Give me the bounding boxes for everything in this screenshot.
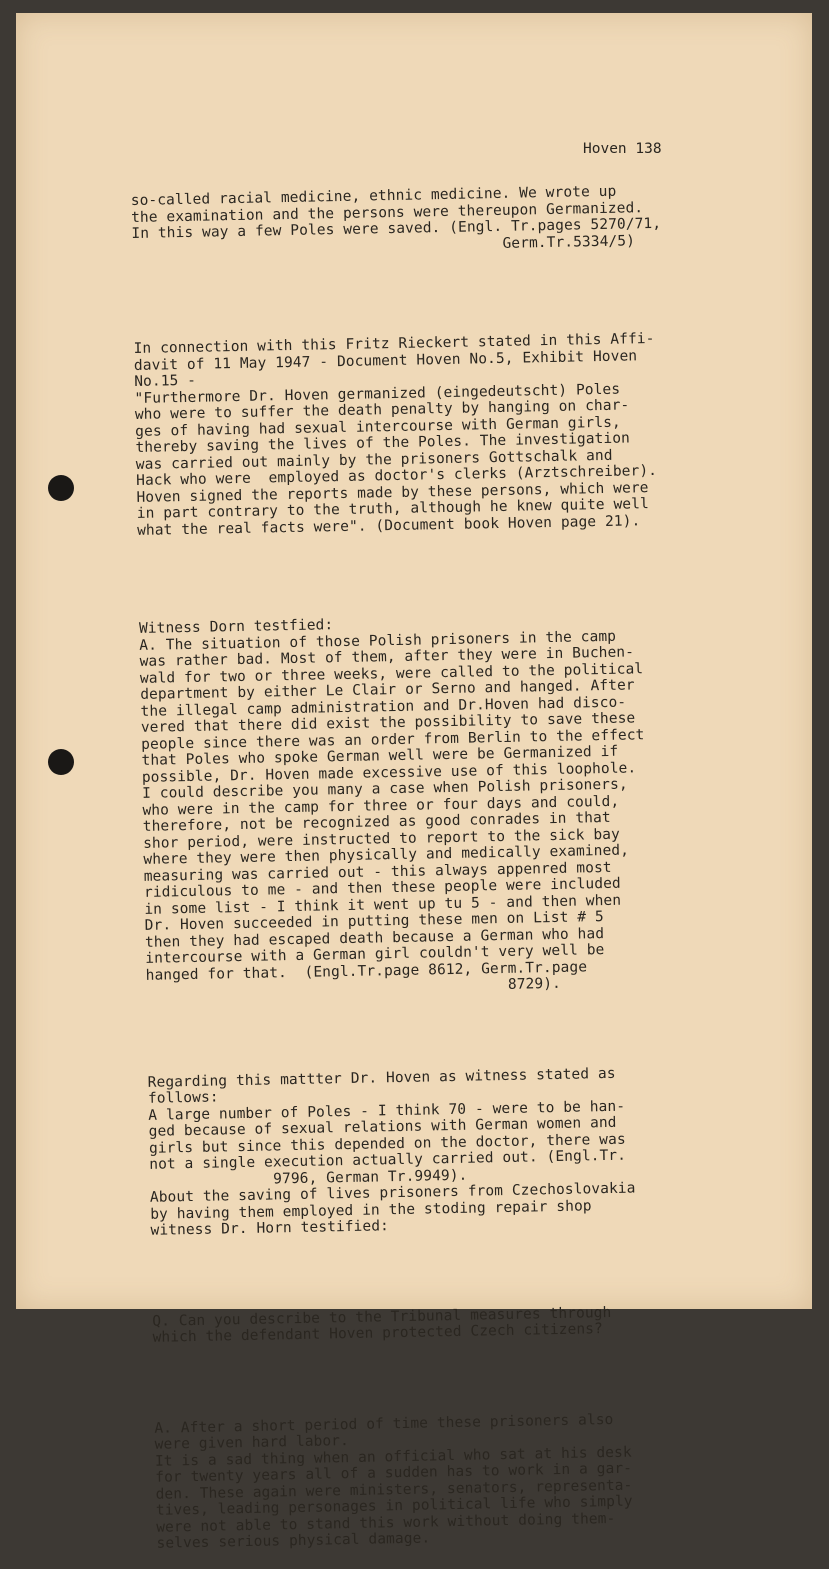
paragraph-dorn-testimony: Witness Dorn testfied: A. The situation of those Polish prisoners in the camp was rather bad. Most of them, after they were in Buchen- wald for two or three weeks, were called to the political department by either Le Clair or Serno and hanged. After the illegal camp administration and Dr.Hoven had disco- vered that there did exist the possibility to save these people since there was an order from Berlin to the effect that Poles who spoke German well were be Germanized if possible, Dr. Hoven made excessive use of this loophole. I could describe you many a case when Polish prisoners, who were in the camp for three or four days and could, therefore, not be recognized as good conrades in that shor period, were instructed to report to the sick bay where they were then physically and medically examined, measuring was carried out - this always appenred most ridiculous to me - and then these people were included in some list - I think it went up tu 5 - and then when Dr. Hoven succeeded in putting these men on List # 5 then they had escaped death because a German who had intercourse with a German girl couldn't very well be hanged for that. (Engl.Tr.page 8612, Germ.Tr.page 8729). xyxy=(138,617,645,1000)
paragraph-gap xyxy=(151,1261,751,1281)
paragraph-hoven-witness: Regarding this mattter Dr. Hoven as witness stated as follows: A large number of Poles - I think 70 - were to be han- ged because of sexual relations with German women and girls but since this depended on the doctor, there was not a single execution actually carried out. (Engl.Tr. 9796, German Tr.9949). About the saving of lives prisoners from Czechoslovakia by having them employed in the stoding repair shop witness Dr. Horn testified: xyxy=(147,1065,636,1239)
document-body xyxy=(130,148,757,1568)
paragraph-gap xyxy=(153,1368,753,1388)
punch-hole-top xyxy=(48,475,74,501)
paragraph-gap xyxy=(147,1022,747,1042)
paragraph-question: Q. Can you describe to the Tribunal measures through which the defendant Hoven protected Czech citizens? xyxy=(152,1304,612,1346)
paragraph-gap xyxy=(133,280,733,308)
punch-hole-bottom xyxy=(48,749,74,775)
paragraph-rieckert-affidavit: In connection with this Fritz Rieckert stated in this Affi- davit of 11 May 1947 - Document Hoven No.5, Exhibit Hoven No.15 - "Furthermore Dr. Hoven germanized (eingedeutscht) Poles who were to suffer the death penalty by hanging on char- ges of having had sexual intercourse with German girls, thereby saving the lives of the Poles. The investigation was carried out mainly by the prisoners Gottschalk and Hack who were employed as doctor's clerks (Arztschreiber). Hoven signed the reports made by these persons, which were in part contrary to the truth, although he knew quite well what the real facts were". (Document book Hoven page 21). xyxy=(133,330,658,539)
paragraph-gap xyxy=(138,560,738,588)
paragraph-answer: A. After a short period of time these prisoners also were given hard labor. It is a sad thing when an official who sat at his desk for twenty years all of a sudden has to work in a gar- den. These again were ministers, senators, representa- tives, leading personages in political life who simply were not able to stand this work without doing them- selves serious physical damage. xyxy=(154,1411,633,1552)
paragraph-racial-medicine: so-called racial medicine, ethnic medicine. We wrote up the examination and the persons were thereupon Germanized. In this way a few Poles were saved. (Engl. Tr.pages 5270/71, Germ.Tr.5334/5) xyxy=(130,183,662,259)
page-number: Hoven 138 xyxy=(583,141,662,157)
